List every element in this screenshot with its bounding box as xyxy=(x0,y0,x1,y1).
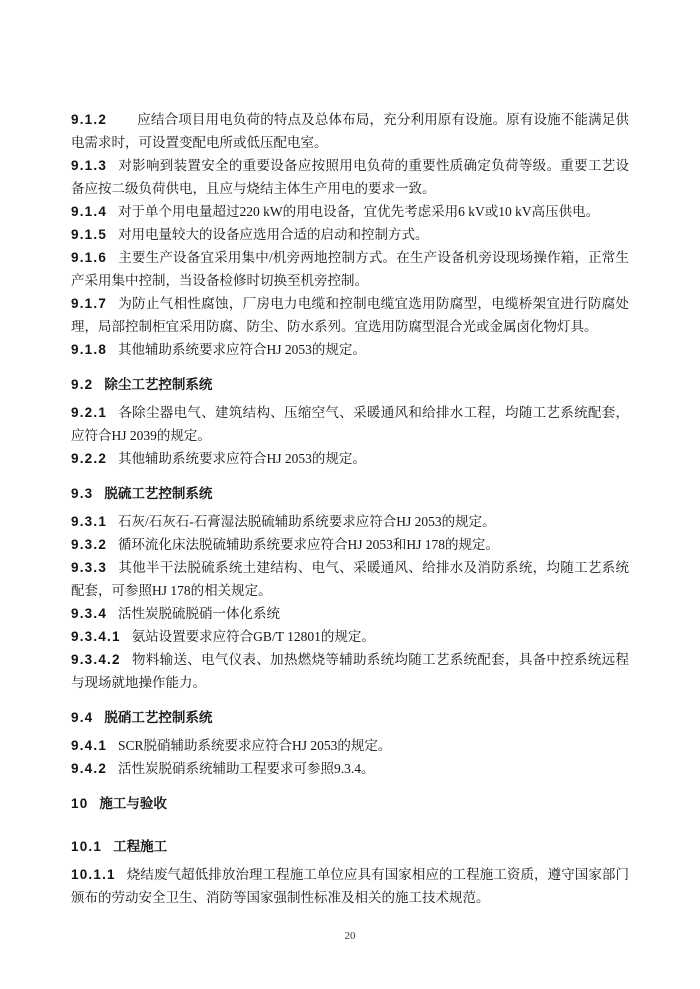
clause-text: 其他辅助系统要求应符合HJ 2053的规定。 xyxy=(118,342,366,357)
clause-9-2-1 xyxy=(71,401,629,447)
section-heading-9-3 xyxy=(71,482,629,505)
clause-text: 对于单个用电量超过220 kW的用电设备，宜优先考虑采用6 kV或10 kV高压供电。 xyxy=(118,204,600,219)
clause-9-1-2 xyxy=(71,108,629,154)
clause-9-3-3 xyxy=(71,556,629,602)
clause-9-3-4 xyxy=(71,602,629,625)
clause-number: 10.1 xyxy=(71,839,103,854)
clause-text: 氨站设置要求应符合GB/T 12801的规定。 xyxy=(131,629,375,644)
clause-9-2-2 xyxy=(71,447,629,470)
page-number: 20 xyxy=(344,930,356,942)
section-heading-10-1 xyxy=(71,835,629,858)
clause-text: 其他半干法脱硫系统土建结构、电气、采暖通风、给排水及消防系统，均随工艺系统配套，可参照HJ 178的相关规定。 xyxy=(71,560,629,598)
page-footer xyxy=(0,930,700,942)
clause-number: 9.2.1 xyxy=(71,405,108,420)
clause-number: 9.1.6 xyxy=(71,250,108,265)
clause-text: 物料输送、电气仪表、加热燃烧等辅助系统均随工艺系统配套，具备中控系统远程与现场就地操作能力。 xyxy=(71,652,629,690)
clause-text: 活性炭脱硝系统辅助工程要求可参照9.3.4。 xyxy=(118,761,375,776)
clause-9-3-1 xyxy=(71,510,629,533)
clause-number: 9.3 xyxy=(71,486,94,501)
clause-number: 10 xyxy=(71,796,89,811)
clause-number: 9.3.4.1 xyxy=(71,629,121,644)
clause-number: 10.1.1 xyxy=(71,867,116,882)
clause-number: 9.1.5 xyxy=(71,227,108,242)
clause-text: 应结合项目用电负荷的特点及总体布局，充分利用原有设施。原有设施不能满足供电需求时，可设置变配电所或低压配电室。 xyxy=(71,112,629,150)
clause-number: 9.2.2 xyxy=(71,451,108,466)
section-heading-9-4 xyxy=(71,706,629,729)
clause-number: 9.1.2 xyxy=(71,112,108,127)
clause-text: 工程施工 xyxy=(113,839,168,854)
clause-text: 脱硝工艺控制系统 xyxy=(104,710,213,725)
document-content xyxy=(71,108,629,909)
clause-number: 9.4 xyxy=(71,710,94,725)
clause-text: 烧结废气超低排放治理工程施工单位应具有国家相应的工程施工资质，遵守国家部门颁布的劳动安全卫生、消防等国家强制性标准及相关的施工技术规范。 xyxy=(71,867,629,905)
clause-9-3-4-2 xyxy=(71,648,629,694)
clause-text: 脱硫工艺控制系统 xyxy=(104,486,213,501)
clause-number: 9.3.2 xyxy=(71,537,108,552)
clause-text: 为防止气相性腐蚀，厂房电力电缆和控制电缆宜选用防腐型，电缆桥架宜进行防腐处理，局部控制柜宜采用防腐、防尘、防水系列。宜选用防腐型混合光或金属卤化物灯具。 xyxy=(71,296,629,334)
clause-number: 9.3.3 xyxy=(71,560,108,575)
clause-9-3-2 xyxy=(71,533,629,556)
clause-number: 9.3.4 xyxy=(71,606,108,621)
section-heading-9-2 xyxy=(71,373,629,396)
clause-number: 9.4.1 xyxy=(71,738,108,753)
clause-9-4-1 xyxy=(71,734,629,757)
clause-9-1-4 xyxy=(71,200,629,223)
clause-number: 9.4.2 xyxy=(71,761,108,776)
clause-text: 循环流化床法脱硫辅助系统要求应符合HJ 2053和HJ 178的规定。 xyxy=(118,537,500,552)
section-heading-10 xyxy=(71,792,629,815)
clause-text: 石灰/石灰石-石膏湿法脱硫辅助系统要求应符合HJ 2053的规定。 xyxy=(118,514,496,529)
clause-9-4-2 xyxy=(71,757,629,780)
clause-9-1-8 xyxy=(71,338,629,361)
clause-9-1-5 xyxy=(71,223,629,246)
clause-text: 各除尘器电气、建筑结构、压缩空气、采暖通风和给排水工程，均随工艺系统配套，应符合HJ 2039的规定。 xyxy=(71,405,629,443)
clause-text: 对影响到装置安全的重要设备应按照用电负荷的重要性质确定负荷等级。重要工艺设备应按二级负荷供电，且应与烧结主体生产用电的要求一致。 xyxy=(71,158,629,196)
clause-10-1-1 xyxy=(71,863,629,909)
clause-number: 9.1.7 xyxy=(71,296,108,311)
clause-9-1-6 xyxy=(71,246,629,292)
clause-9-1-7 xyxy=(71,292,629,338)
clause-text: 活性炭脱硫脱硝一体化系统 xyxy=(118,606,281,621)
clause-number: 9.2 xyxy=(71,377,94,392)
clause-text: 施工与验收 xyxy=(99,796,167,811)
clause-number: 9.1.8 xyxy=(71,342,108,357)
clause-text: 除尘工艺控制系统 xyxy=(104,377,213,392)
clause-number: 9.3.4.2 xyxy=(71,652,121,667)
clause-number: 9.1.4 xyxy=(71,204,108,219)
clause-text: 主要生产设备宜采用集中/机旁两地控制方式。在生产设备机旁设现场操作箱，正常生产采用集中控制，当设备检修时切换至机旁控制。 xyxy=(71,250,629,288)
clause-9-3-4-1 xyxy=(71,625,629,648)
clause-text: 其他辅助系统要求应符合HJ 2053的规定。 xyxy=(118,451,366,466)
clause-text: 对用电量较大的设备应选用合适的启动和控制方式。 xyxy=(118,227,429,242)
clause-9-1-3 xyxy=(71,154,629,200)
clause-number: 9.3.1 xyxy=(71,514,108,529)
clause-text: SCR脱硝辅助系统要求应符合HJ 2053的规定。 xyxy=(118,738,392,753)
clause-number: 9.1.3 xyxy=(71,158,108,173)
